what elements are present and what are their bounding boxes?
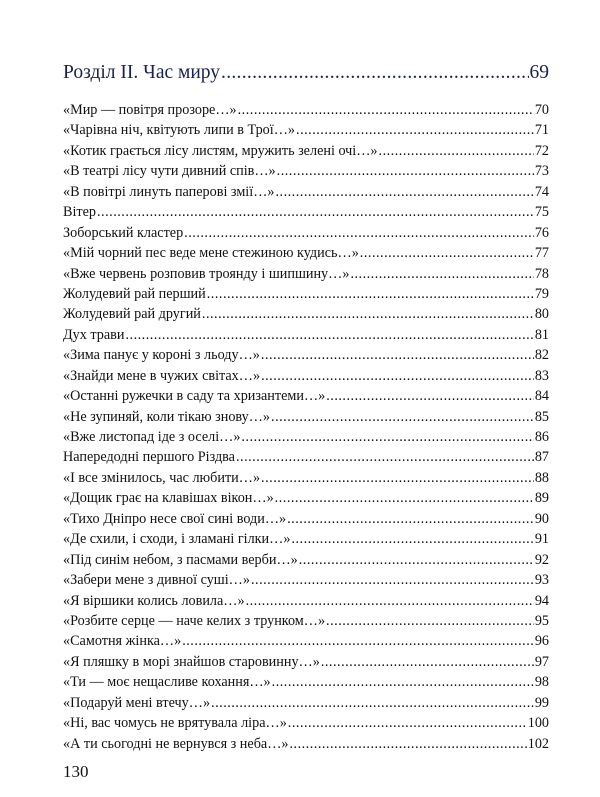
toc-entry — [63, 672, 549, 692]
toc-entry-title: Вітер — [63, 204, 96, 221]
toc-leader-dots — [261, 366, 534, 386]
toc-leader-dots — [360, 243, 534, 263]
toc-entry — [63, 284, 549, 304]
toc-entry-title: Дух трави — [63, 326, 125, 343]
toc-entry-title: «І все змінилось, час любити…» — [63, 469, 261, 486]
toc-entry-page-number: 95 — [534, 612, 549, 629]
toc-entry-title: «Подаруй мені втечу…» — [63, 694, 211, 711]
toc-entry — [63, 713, 549, 733]
toc-entry — [63, 386, 549, 406]
toc-leader-dots — [236, 447, 534, 467]
toc-entry — [63, 161, 549, 181]
toc-entry-page-number: 93 — [534, 572, 549, 589]
toc-entry-title: «Мир — повітря прозоре…» — [63, 102, 237, 118]
toc-leader-dots — [350, 264, 533, 284]
toc-entry-page-number: 75 — [534, 204, 549, 221]
section-heading — [63, 60, 549, 86]
toc-entry-title: Жолудевий рай перший — [63, 285, 206, 302]
toc-entry-title: «Не зупиняй, коли тікаю знову…» — [63, 408, 271, 425]
toc-entry-title: «Ти — моє нещасливе кохання…» — [63, 674, 271, 691]
toc-entry-title: «Останні ружечки в саду та хризантеми…» — [63, 388, 326, 405]
section-title: Розділ ІІ. Час миру — [63, 62, 221, 83]
toc-entry — [63, 631, 549, 651]
toc-entry — [63, 591, 549, 611]
toc-leader-dots — [202, 304, 534, 324]
toc-entry-title: «Забери мене з дивної суші…» — [63, 572, 250, 589]
toc-entry-title: «Я пляшку в морі знайшов старовинну…» — [63, 653, 320, 670]
toc-entry-title: «Я віршики колись ловила…» — [63, 592, 245, 609]
toc-entry — [63, 652, 549, 672]
toc-entry-title: «Знайди мене в чужих світах…» — [63, 367, 261, 384]
toc-entry — [63, 611, 549, 631]
toc-leader-dots — [261, 345, 534, 365]
toc-entry-page-number: 81 — [534, 326, 549, 343]
toc-entry-page-number: 92 — [534, 551, 549, 568]
toc-leader-dots — [182, 631, 534, 651]
toc-entry — [63, 366, 549, 386]
toc-entry-page-number: 83 — [534, 367, 549, 384]
toc-leader-dots — [246, 591, 534, 611]
toc-entry-title: «В театрі лісу чути дивний спів…» — [63, 163, 276, 180]
toc-leader-dots — [275, 182, 533, 202]
toc-entry — [63, 100, 549, 120]
toc-leader-dots — [275, 488, 534, 508]
toc-entry — [63, 325, 549, 345]
toc-entry — [63, 407, 549, 427]
toc-entry-title: Зоборський кластер — [63, 224, 184, 241]
toc-entry-title: «Ні, вас чомусь не врятувала ліра…» — [63, 715, 287, 732]
section-page-number: 69 — [529, 62, 549, 83]
toc-leader-dots — [290, 734, 527, 754]
toc-entry — [63, 529, 549, 549]
toc-entry-page-number: 100 — [527, 715, 549, 732]
toc-entry-page-number: 97 — [534, 653, 549, 670]
toc-entry — [63, 182, 549, 202]
toc-entry — [63, 304, 549, 324]
toc-entry-title: «Дощик грає на клавішах вікон…» — [63, 490, 274, 507]
toc-leader-dots — [296, 120, 534, 140]
toc-leader-dots — [271, 407, 534, 427]
toc-entry-page-number: 88 — [534, 469, 549, 486]
toc-leader-dots — [184, 223, 534, 243]
toc-entry — [63, 345, 549, 365]
toc-entry-title: «Котик грається лісу листям, мружить зелені очі…» — [63, 142, 378, 159]
toc-leader-dots — [251, 570, 534, 590]
toc-entry — [63, 550, 549, 570]
toc-entry-title: «Вже червень розповив троянду і шипшину…» — [63, 265, 350, 282]
toc-entry — [63, 223, 549, 243]
toc-leader-dots — [241, 427, 533, 447]
toc-entry-title: «Під синім небом, з пасмами верби…» — [63, 551, 298, 568]
toc-entry-page-number: 80 — [534, 306, 549, 323]
toc-entry-page-number: 96 — [534, 633, 549, 650]
toc-entry-page-number: 85 — [534, 408, 549, 425]
toc-entry-title: Жолудевий рай другий — [63, 306, 201, 323]
toc-entry — [63, 468, 549, 488]
toc-entry-page-number: 84 — [534, 388, 549, 405]
toc-entry — [63, 488, 549, 508]
toc-leader-dots — [326, 611, 534, 631]
toc-leader-dots — [238, 100, 534, 120]
toc-entry — [63, 264, 549, 284]
toc-entry — [63, 427, 549, 447]
toc-entry-page-number: 86 — [534, 429, 549, 445]
toc-leader-dots — [97, 202, 534, 222]
toc-entry-title: «Мій чорний пес веде мене стежиною кудись…» — [63, 245, 359, 262]
toc-leader-dots — [287, 509, 534, 529]
page-folio: 130 — [63, 762, 89, 781]
toc-entry — [63, 141, 549, 161]
toc-entry-title: «Вже листопад іде з оселі…» — [63, 429, 241, 445]
toc-leader-dots — [272, 672, 534, 692]
toc-entry — [63, 734, 549, 754]
toc-entry-page-number: 90 — [534, 510, 549, 527]
section-leader-dots — [221, 60, 528, 86]
toc-leader-dots — [207, 284, 534, 304]
toc-entry-page-number: 73 — [534, 163, 549, 180]
toc-entry — [63, 202, 549, 222]
toc-leader-dots — [288, 713, 527, 733]
toc-entry-page-number: 76 — [534, 224, 549, 241]
toc-entry-title: «В повітрі линуть паперові змії…» — [63, 183, 275, 200]
toc-entry — [63, 447, 549, 467]
toc-entry-page-number: 74 — [534, 183, 549, 200]
toc-entry — [63, 243, 549, 263]
toc-entry-title: «А ти сьогодні не вернувся з неба…» — [63, 735, 289, 752]
toc-leader-dots — [299, 550, 534, 570]
toc-entry-title: «Розбите серце — наче келих з трунком…» — [63, 612, 326, 629]
toc-leader-dots — [291, 529, 533, 549]
toc-leader-dots — [321, 652, 534, 672]
toc-entry-page-number: 72 — [534, 142, 549, 159]
toc-entry-page-number: 77 — [534, 245, 549, 262]
toc-leader-dots — [379, 141, 534, 161]
toc-entry-page-number: 99 — [534, 694, 549, 711]
toc-entry — [63, 509, 549, 529]
toc-leader-dots — [211, 693, 534, 713]
toc-entry-page-number: 94 — [534, 592, 549, 609]
toc-entry-page-number: 91 — [534, 531, 549, 548]
toc-entry-page-number: 102 — [527, 735, 549, 752]
toc-entry-title: «Самотня жінка…» — [63, 633, 182, 650]
toc-leader-dots — [277, 161, 534, 181]
toc-leader-dots — [261, 468, 534, 488]
toc-entry — [63, 693, 549, 713]
table-of-contents — [63, 100, 549, 754]
toc-entry-title: «Тихо Дніпро несе свої сині води…» — [63, 510, 287, 527]
toc-entry-title: Напередодні першого Різдва — [63, 449, 235, 466]
toc-entry-page-number: 87 — [534, 449, 549, 466]
toc-leader-dots — [326, 386, 534, 406]
toc-entry-page-number: 98 — [534, 674, 549, 691]
toc-entry-title: «Де схили, і сходи, і зламані гілки…» — [63, 531, 291, 548]
toc-leader-dots — [125, 325, 533, 345]
toc-entry-page-number: 89 — [534, 490, 549, 507]
toc-entry-title: «Чарівна ніч, квітують липи в Трої…» — [63, 122, 296, 139]
toc-entry-page-number: 82 — [534, 347, 549, 364]
toc-entry — [63, 570, 549, 590]
toc-entry-page-number: 70 — [534, 102, 549, 118]
toc-entry — [63, 120, 549, 140]
toc-entry-page-number: 78 — [534, 265, 549, 282]
toc-entry-page-number: 79 — [534, 285, 549, 302]
toc-entry-title: «Зима панує у короні з льоду…» — [63, 347, 260, 364]
toc-entry-page-number: 71 — [534, 122, 549, 139]
